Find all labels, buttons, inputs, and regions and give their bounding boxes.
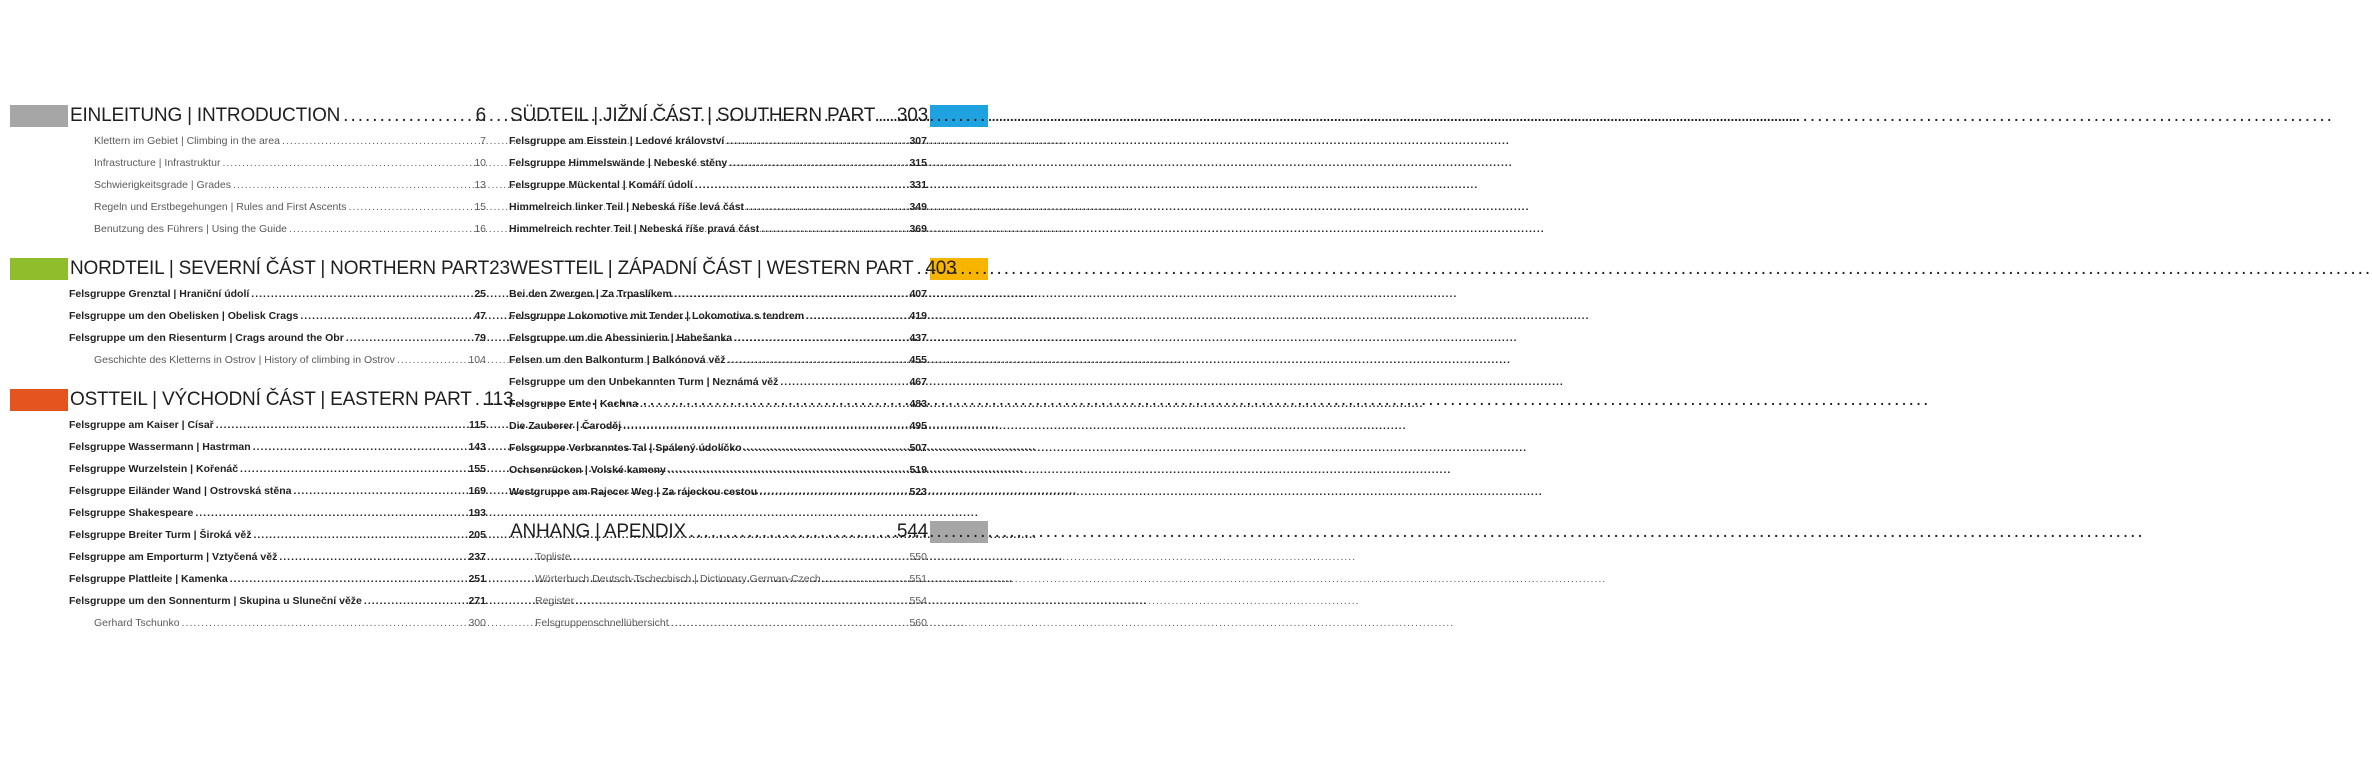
leader-dots: [346, 327, 473, 349]
toc-entry[interactable]: [94, 130, 486, 152]
entry-page: 437: [909, 332, 927, 344]
entry-title: Felsgruppe Eiländer Wand | Ostrovská stěna: [69, 485, 292, 497]
leader-dots: [576, 590, 907, 612]
toc-entry[interactable]: [509, 305, 927, 327]
leader-dots: [289, 218, 472, 240]
section-heading[interactable]: [506, 518, 988, 544]
toc-right-column: [506, 102, 988, 634]
section-title: NORDTEIL | SEVERNÍ ČÁST | NORTHERN PART: [70, 258, 490, 279]
entry-title: Felsgruppe um die Abessinierin | Habešanka: [509, 332, 733, 344]
entry-page: 307: [909, 135, 927, 147]
leader-dots: [573, 546, 908, 568]
toc-entry[interactable]: [509, 152, 927, 174]
entry-title: Gerhard Tschunko: [94, 617, 180, 629]
toc-entry[interactable]: [69, 305, 486, 327]
entry-title: Die Zauberer | Čaroděj: [509, 420, 622, 432]
toc-entry[interactable]: [69, 590, 486, 612]
leader-dots: [726, 130, 907, 152]
leader-dots: [761, 218, 907, 240]
leader-dots: [806, 305, 907, 327]
entry-title: Geschichte des Kletterns in Ostrov | History of climbing in Ostrov: [94, 354, 395, 366]
section-eastern-part: [10, 386, 514, 634]
entry-title: Felsgruppe um den Unbekannten Turm | Neznámá věž: [509, 376, 779, 388]
toc-entry[interactable]: [509, 283, 927, 305]
entry-title: Felsgruppe Grenztal | Hraniční údolí: [69, 288, 250, 300]
toc-entry[interactable]: [94, 174, 486, 196]
entry-title: Felsgruppe um den Sonnenturm | Skupina u Sluneční věže: [69, 595, 362, 607]
leader-dots: [916, 255, 922, 283]
section-northern-part: [10, 255, 510, 371]
toc-entry[interactable]: [69, 502, 486, 524]
entry-title: Felsgruppe Mückental | Komáří údolí: [509, 179, 693, 191]
entry-page: 10: [474, 157, 486, 169]
entry-title: Register: [535, 595, 575, 607]
section-page: 113: [483, 389, 514, 410]
toc-entry[interactable]: [535, 546, 927, 568]
leader-dots: [671, 612, 908, 634]
entry-page: 560: [909, 617, 927, 629]
leader-dots: [216, 414, 467, 436]
leader-dots: [640, 393, 908, 415]
entry-page: 16: [474, 223, 486, 235]
leader-dots: [294, 480, 467, 502]
entry-title: Felsgruppe Breiter Turm | Široká věž: [69, 529, 252, 541]
entry-page: 519: [909, 464, 927, 476]
toc-entry[interactable]: [69, 480, 486, 502]
toc-entry[interactable]: [69, 414, 486, 436]
entry-page: 495: [909, 420, 927, 432]
entry-page: 115: [469, 419, 486, 431]
entry-page: 25: [474, 288, 486, 300]
entry-title: Felsgruppe um den Obelisken | Obelisk Crags: [69, 310, 299, 322]
entry-page: 455: [909, 354, 927, 366]
leader-dots: [300, 305, 472, 327]
toc-entry[interactable]: [509, 130, 927, 152]
entry-page: 271: [468, 595, 486, 607]
leader-dots: [729, 152, 907, 174]
entry-page: 79: [474, 332, 486, 344]
entry-title: Regeln und Erstbegehungen | Rules and First Ascents: [94, 201, 347, 213]
toc-entry[interactable]: [69, 568, 486, 590]
section-title: EINLEITUNG | INTRODUCTION: [70, 105, 341, 126]
toc-entry[interactable]: [69, 283, 486, 305]
section-title: SÜDTEIL | JIŽNÍ ČÁST | SOUTHERN PART: [510, 105, 876, 126]
leader-dots: [222, 152, 472, 174]
entry-title: Himmelreich linker Teil | Nebeská říše levá část: [509, 201, 745, 213]
leader-dots: [623, 415, 907, 437]
entry-title: Topliste: [535, 551, 571, 563]
toc-entry[interactable]: [509, 393, 927, 415]
toc-left-column: [10, 102, 514, 634]
section-title: OSTTEIL | VÝCHODNÍ ČÁST | EASTERN PART: [70, 389, 472, 410]
entry-title: Schwierigkeitsgrade | Grades: [94, 179, 231, 191]
leader-dots: [475, 386, 481, 414]
leader-dots: [397, 349, 467, 371]
toc-entry[interactable]: [535, 590, 927, 612]
entry-page: 523: [909, 486, 927, 498]
leader-dots: [674, 283, 908, 305]
toc-entry[interactable]: [509, 459, 927, 481]
toc-entry[interactable]: [94, 152, 486, 174]
section-page: 6: [475, 105, 486, 126]
section-page: 544: [896, 521, 928, 542]
entry-title: Wörterbuch Deutsch-Tschechisch | Dictionary German-Czech: [535, 573, 821, 585]
entry-title: Felsgruppenschnellübersicht: [535, 617, 669, 629]
toc-entry[interactable]: [69, 436, 486, 458]
toc-entry[interactable]: [509, 349, 927, 371]
entry-title: Benutzung des Führers | Using the Guide: [94, 223, 288, 235]
leader-dots: [823, 568, 908, 590]
leader-dots: [746, 196, 907, 218]
leader-dots: [734, 327, 907, 349]
leader-dots: [279, 546, 466, 568]
entry-page: 483: [909, 398, 927, 410]
section-heading[interactable]: [10, 102, 486, 128]
entry-title: Felsgruppe um den Riesenturm | Crags around the Obr: [69, 332, 344, 344]
leader-dots: [343, 102, 472, 130]
section-page: 303: [896, 105, 928, 126]
toc-entry[interactable]: [69, 327, 486, 349]
entry-page: 15: [474, 201, 486, 213]
entry-title: Felsgruppe am Kaiser | Císař: [69, 419, 214, 431]
entry-title: Felsgruppe am Eisstein | Ledové království: [509, 135, 725, 147]
toc-entry[interactable]: [69, 524, 486, 546]
toc-entry[interactable]: [509, 174, 927, 196]
entry-title: Infrastructure | Infrastruktur: [94, 157, 221, 169]
section-appendix: [506, 518, 988, 634]
section-heading[interactable]: [506, 102, 988, 128]
entry-page: 155: [468, 463, 486, 475]
section-color-bar-green: [10, 258, 68, 280]
toc-entry[interactable]: [69, 546, 486, 568]
toc-entry[interactable]: [94, 196, 486, 218]
section-heading[interactable]: [10, 386, 514, 412]
section-western-part: [506, 255, 988, 503]
leader-dots: [744, 437, 908, 459]
entry-page: 7: [480, 135, 486, 147]
leader-dots: [240, 458, 466, 480]
entry-page: 193: [468, 507, 486, 519]
entry-title: Ochsenrücken | Volské kameny: [509, 464, 666, 476]
entry-page: 331: [909, 179, 927, 191]
entry-page: 47: [474, 310, 486, 322]
entry-page: 369: [909, 223, 927, 235]
section-heading[interactable]: [506, 255, 988, 281]
toc-entry[interactable]: [94, 349, 486, 371]
entry-title: Felsgruppe Shakespeare: [69, 507, 194, 519]
section-introduction: [10, 102, 486, 240]
entry-title: Felsgruppe Ente | Kachna: [509, 398, 638, 410]
section-color-bar-orange: [10, 389, 68, 411]
entry-title: Felsgruppe Wurzelstein | Kořenáč: [69, 463, 239, 475]
entry-title: Himmelreich rechter Teil | Nebeská říše pravá část: [509, 223, 760, 235]
leader-dots: [364, 590, 467, 612]
section-title: WESTTEIL | ZÁPADNÍ ČÁST | WESTERN PART: [510, 258, 914, 279]
toc-entry[interactable]: [509, 415, 927, 437]
entry-page: 237: [468, 551, 486, 563]
leader-dots: [759, 481, 907, 503]
entry-title: Felsgruppe Plattleite | Kamenka: [69, 573, 228, 585]
entry-page: 349: [909, 201, 927, 213]
entry-page: 419: [909, 310, 927, 322]
entry-page: 551: [909, 573, 927, 585]
entry-page: 550: [909, 551, 927, 563]
leader-dots: [251, 283, 472, 305]
toc-entry[interactable]: [509, 371, 927, 393]
entry-title: Westgruppe am Rajecer Weg | Za rájeckou cestou: [509, 486, 758, 498]
entry-page: 205: [468, 529, 486, 541]
leader-dots: [878, 102, 894, 130]
section-title: ANHANG | APENDIX: [510, 521, 686, 542]
leader-dots: [230, 568, 467, 590]
toc-entry[interactable]: [509, 196, 927, 218]
entry-page: 251: [468, 573, 486, 585]
entry-title: Felsen um den Balkonturm | Balkónová věž: [509, 354, 726, 366]
toc-entry[interactable]: [94, 612, 486, 634]
entry-title: Klettern im Gebiet | Climbing in the area: [94, 135, 280, 147]
entry-page: 300: [468, 617, 486, 629]
entry-title: Felsgruppe Lokomotive mit Tender | Lokomotiva s tendrem: [509, 310, 805, 322]
leader-dots: [233, 174, 472, 196]
toc-entry[interactable]: [509, 437, 927, 459]
section-page: 403: [925, 258, 957, 279]
leader-dots: [695, 174, 908, 196]
leader-dots: [689, 518, 894, 546]
entry-page: 143: [468, 441, 486, 453]
toc-entry[interactable]: [509, 481, 927, 503]
entry-page: 169: [468, 485, 486, 497]
leader-dots: [282, 130, 478, 152]
entry-title: Felsgruppe Himmelswände | Nebeské stěny: [509, 157, 728, 169]
toc-entry[interactable]: [535, 568, 927, 590]
section-color-bar-grey: [10, 105, 68, 127]
entry-page: 104: [468, 354, 486, 366]
toc-entry[interactable]: [69, 458, 486, 480]
leader-dots: [182, 612, 467, 634]
entry-page: 507: [909, 442, 927, 454]
section-southern-part: [506, 102, 988, 240]
leader-dots: [253, 436, 467, 458]
entry-page: 315: [909, 157, 927, 169]
toc-entry[interactable]: [509, 327, 927, 349]
leader-dots: [349, 196, 473, 218]
leader-dots: [728, 349, 908, 371]
section-page: 23: [489, 258, 510, 279]
entry-page: 13: [474, 179, 486, 191]
entry-title: Felsgruppe am Emporturm | Vztyčená věž: [69, 551, 278, 563]
entry-title: Felsgruppe Verbranntes Tal | Spálený údolíčko: [509, 442, 742, 454]
leader-dots: [253, 524, 466, 546]
entry-title: Bei den Zwergen | Za Trpaslíkem: [509, 288, 672, 300]
toc-entry[interactable]: [509, 218, 927, 240]
entry-page: 554: [909, 595, 927, 607]
entry-title: Felsgruppe Wassermann | Hastrman: [69, 441, 251, 453]
leader-dots: [780, 371, 907, 393]
leader-dots: [195, 502, 466, 524]
toc-entry[interactable]: [94, 218, 486, 240]
entry-page: 407: [909, 288, 927, 300]
entry-page: 467: [909, 376, 927, 388]
toc-entry[interactable]: [535, 612, 927, 634]
section-heading[interactable]: [10, 255, 510, 281]
leader-dots: [668, 459, 908, 481]
